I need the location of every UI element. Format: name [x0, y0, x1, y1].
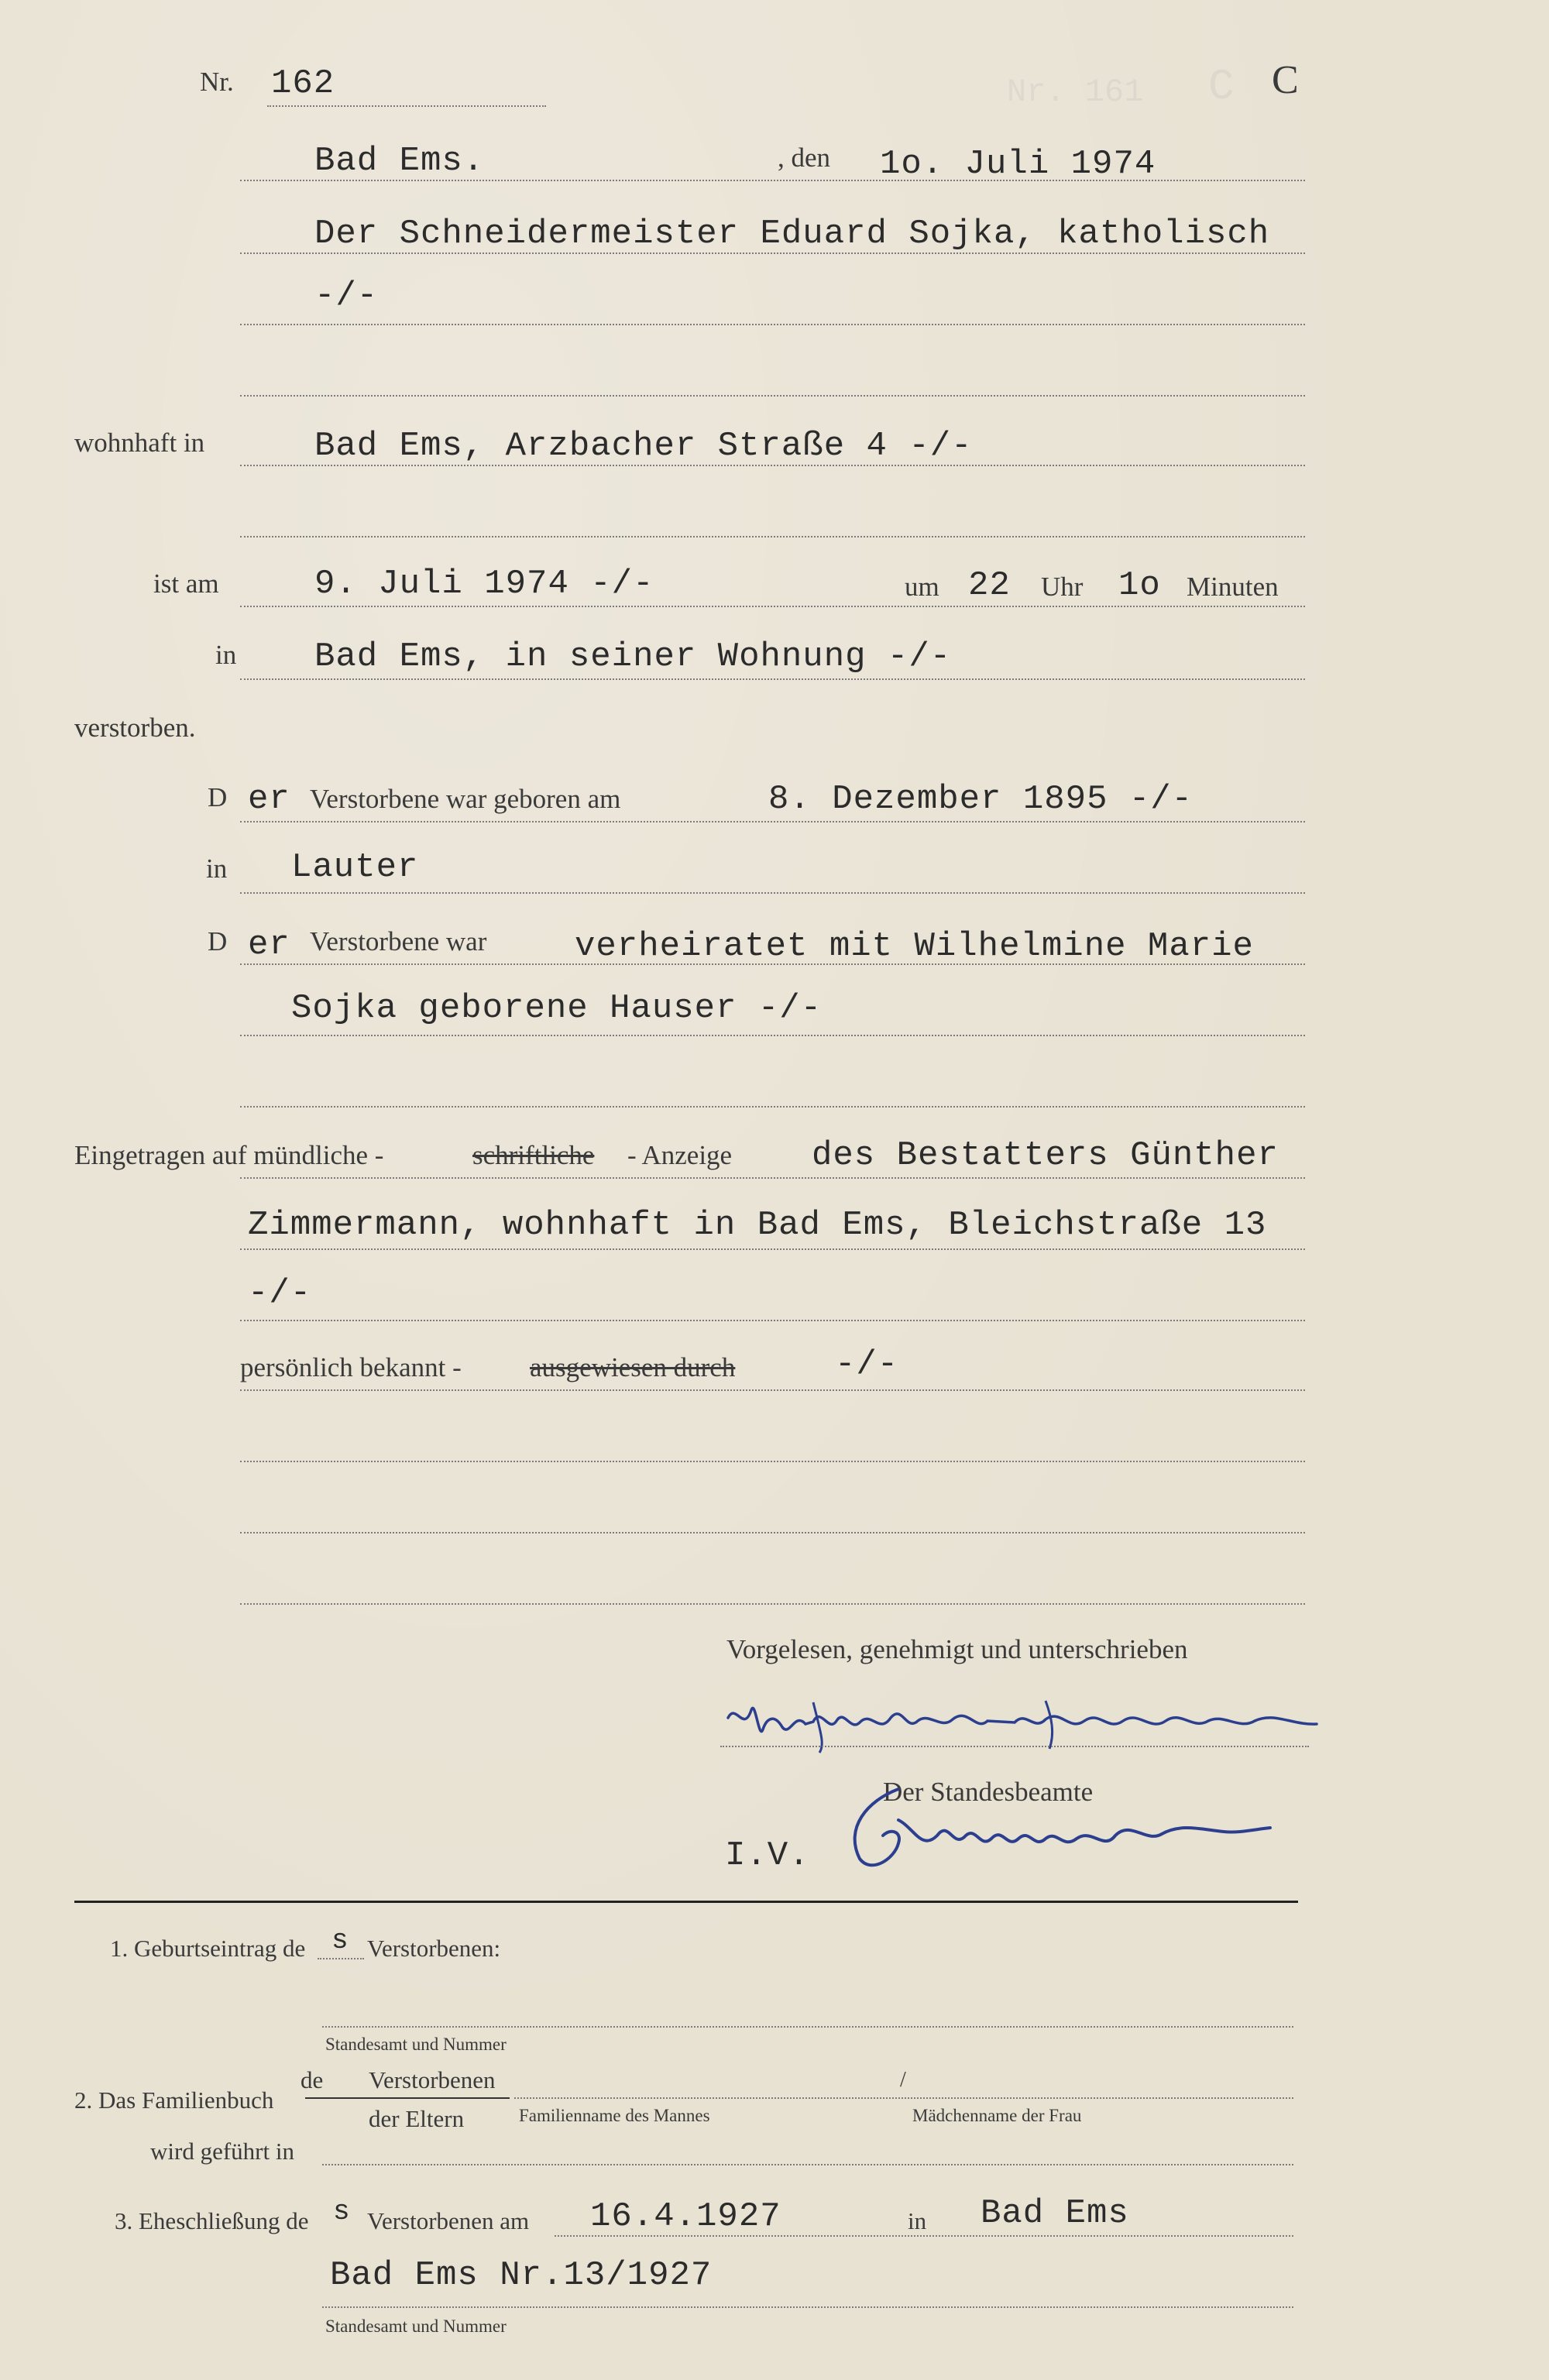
- maedchenname-frau-caption: Mädchenname der Frau: [912, 2106, 1082, 2125]
- s-typed: s: [331, 1925, 349, 1956]
- person-line-1: Der Schneidermeister Eduard Sojka, katholisch: [314, 215, 1270, 253]
- bekannt-dotted-line: [240, 1389, 1305, 1391]
- de-label: de: [301, 2066, 324, 2093]
- birth-place-line: [240, 892, 1305, 894]
- blank-dotted-line: [240, 1461, 1305, 1462]
- marriage-registry: Bad Ems Nr.13/1927: [330, 2256, 713, 2295]
- bekannt-label: persönlich bekannt -: [240, 1352, 462, 1382]
- s-typed: s: [333, 2196, 351, 2227]
- informant-dotted-line: [240, 1177, 1305, 1179]
- d-prefix: D: [208, 782, 228, 812]
- er-typed: er: [248, 780, 290, 819]
- familienbuch-dotted-line: [514, 2097, 1293, 2099]
- registry-place: Bad Ems.: [314, 142, 485, 180]
- person-dotted-line: [240, 252, 1305, 254]
- in-label: in: [215, 640, 237, 670]
- informant-line-2: Zimmermann, wohnhaft in Bad Ems, Bleichstraße 13: [248, 1206, 1267, 1245]
- standesbeamte-label: Der Standesbeamte: [883, 1777, 1094, 1807]
- er-typed: er: [248, 926, 290, 964]
- death-hour: 22: [968, 566, 1011, 605]
- marital-line-1: verheiratet mit Wilhelmine Marie: [575, 927, 1254, 966]
- birth-place: Lauter: [291, 848, 419, 887]
- birth-date-line: [240, 821, 1305, 823]
- death-minutes: 1o: [1118, 566, 1161, 605]
- death-date: 9. Juli 1974 -/-: [314, 565, 654, 603]
- section-divider: [74, 1901, 1298, 1903]
- gefuehrt-label: wird geführt in: [150, 2138, 294, 2165]
- informant-line-3: -/-: [248, 1274, 312, 1313]
- uhr-label: Uhr: [1041, 572, 1084, 602]
- geburtseintrag-label: 1. Geburtseintrag de: [110, 1935, 306, 1962]
- minuten-label: Minuten: [1187, 572, 1279, 602]
- nr-value: 162: [271, 64, 335, 103]
- death-place: Bad Ems, in seiner Wohnung -/-: [314, 637, 952, 676]
- marital-dotted-line: [240, 1106, 1305, 1108]
- ausgewiesen-struck: ausgewiesen durch: [530, 1352, 736, 1382]
- ist-am-label: ist am: [153, 568, 219, 599]
- residence-dotted-line: [240, 465, 1305, 466]
- eltern-option: der Eltern: [369, 2105, 465, 2132]
- war-label: Verstorbene war: [310, 926, 487, 956]
- birth-date: 8. Dezember 1895 -/-: [768, 780, 1194, 819]
- bleed-through-text: Nr. 161: [1007, 74, 1144, 111]
- marital-line-2: Sojka geborene Hauser -/-: [291, 989, 823, 1028]
- death-date-line: [240, 606, 1305, 607]
- nr-line: [267, 105, 546, 107]
- marital-dotted-line: [240, 1035, 1305, 1036]
- informant-line-1: des Bestatters Günther: [812, 1136, 1279, 1175]
- standesamt-dotted-line: [322, 2026, 1293, 2028]
- verstorbenen-option: Verstorbenen: [369, 2066, 496, 2093]
- anzeige-label: - Anzeige: [627, 1140, 733, 1170]
- eingetragen-label: Eingetragen auf mündliche -: [74, 1140, 384, 1170]
- iv-label: I.V.: [725, 1836, 810, 1875]
- bekannt-value: -/-: [835, 1345, 899, 1384]
- signature-dotted-line: [720, 1746, 1309, 1747]
- person-dotted-line: [240, 324, 1305, 325]
- gefuehrt-dotted-line: [322, 2164, 1293, 2165]
- de-dotted-line: [318, 1958, 364, 1959]
- marriage-registry-line: [322, 2306, 1293, 2308]
- d-prefix: D: [208, 926, 228, 956]
- verstorbenen-am-label: Verstorbenen am: [367, 2207, 530, 2234]
- birth-in-label: in: [206, 853, 228, 884]
- marriage-in-label: in: [908, 2207, 927, 2234]
- familienbuch-fraction-line: [305, 2097, 510, 2099]
- verstorbenen-label: Verstorbenen:: [367, 1935, 501, 1962]
- residence-value: Bad Ems, Arzbacher Straße 4 -/-: [314, 427, 973, 465]
- informant-dotted-line: [240, 1248, 1305, 1250]
- official-signature: [836, 1774, 1301, 1882]
- eheschliessung-label: 3. Eheschließung de: [115, 2207, 309, 2234]
- schriftliche-struck: schriftliche: [472, 1140, 595, 1170]
- verstorben-label: verstorben.: [74, 713, 196, 743]
- den-label: , den: [778, 143, 831, 173]
- marital-dotted-line: [240, 963, 1305, 965]
- registry-date: 1o. Juli 1974: [880, 145, 1156, 184]
- marriage-dotted-line: [555, 2235, 1293, 2237]
- um-label: um: [905, 572, 939, 602]
- marriage-place: Bad Ems: [981, 2194, 1129, 2233]
- familienbuch-label: 2. Das Familienbuch: [74, 2086, 274, 2114]
- death-place-line: [240, 678, 1305, 680]
- nr-label: Nr.: [200, 67, 234, 97]
- residence-dotted-line: [240, 536, 1305, 537]
- place-date-line: [240, 180, 1305, 181]
- standesamt-nummer-caption: Standesamt und Nummer: [325, 2316, 507, 2336]
- vorgelesen-label: Vorgelesen, genehmigt und unterschrieben: [726, 1634, 1188, 1664]
- corner-letter: C: [1272, 58, 1299, 102]
- blank-dotted-line: [240, 1532, 1305, 1533]
- wohnhaft-label: wohnhaft in: [74, 428, 205, 458]
- bleed-through-text: C: [1208, 62, 1235, 112]
- blank-dotted-line: [240, 1603, 1305, 1605]
- name-separator: /: [900, 2068, 906, 2092]
- standesamt-nummer-caption: Standesamt und Nummer: [325, 2035, 507, 2054]
- person-dotted-line: [240, 395, 1305, 397]
- informant-dotted-line: [240, 1320, 1305, 1321]
- familienname-mann-caption: Familienname des Mannes: [519, 2106, 710, 2125]
- marriage-date: 16.4.1927: [590, 2197, 781, 2236]
- person-line-2: -/-: [314, 276, 379, 315]
- geboren-label: Verstorbene war geboren am: [310, 784, 621, 814]
